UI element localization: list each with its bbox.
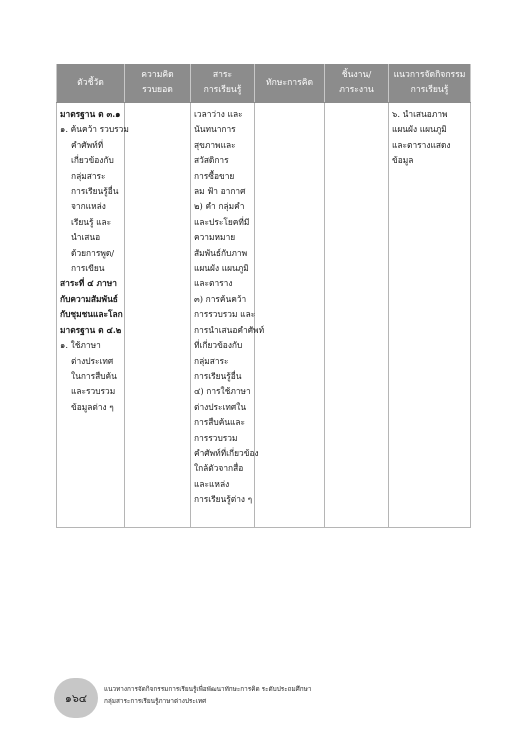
content-line: ใกล้ตัวจากสื่อ: [194, 463, 244, 474]
indicator-line: มาตรฐาน ต ๓.๑: [60, 109, 121, 119]
header-text: ตัวชี้วัด: [77, 77, 104, 88]
indicator-line: สาระที่ ๔ ภาษา: [60, 278, 117, 289]
header-text: ทักษะการคิด: [265, 77, 314, 88]
page-number-badge: [54, 678, 98, 718]
activity-line: แผนผัง แผนภูมิ: [392, 124, 447, 135]
concept-cell: [125, 103, 191, 528]
indicator-line: ข้อมูลต่าง ๆ: [71, 401, 114, 412]
header-text: สาระ: [212, 70, 233, 80]
content-line: และประโยคที่มี: [194, 216, 250, 227]
indicator-line: มาตรฐาน ต ๔.๒: [60, 324, 122, 335]
content-line: การซื้อขาย: [194, 170, 235, 181]
content-line: ๓) การค้นคว้า: [194, 293, 247, 304]
header-concept: [125, 64, 191, 103]
content-line: สุขภาพและ: [194, 139, 236, 150]
content-line: นันทนาการ: [194, 124, 236, 135]
activity-line: และตารางแสดง: [392, 139, 451, 150]
footer-text: [104, 683, 484, 707]
content-line: ลม ฟ้า อากาศ: [194, 186, 246, 197]
table-header-row: [57, 64, 471, 103]
activity-line: ข้อมูล: [392, 155, 414, 166]
header-text: รวบยอด: [142, 85, 173, 95]
content-line: ๔) การใช้ภาษา: [194, 386, 251, 397]
content-line: และตาราง: [194, 278, 233, 289]
tasks-cell: [325, 103, 389, 528]
page-number: ๑๖๔: [64, 692, 88, 705]
header-text: แนวการจัดกิจกรรม: [393, 70, 466, 80]
indicator-line: คำศัพท์ที่: [71, 139, 104, 150]
header-text: ภาระงาน: [339, 85, 374, 95]
table-row: [57, 103, 471, 528]
header-text: ชิ้นงาน/: [341, 70, 372, 80]
content-line: การสืบค้นและ: [194, 417, 246, 428]
content-line: ๒) คำ กลุ่มคำ: [194, 201, 245, 212]
indicator-line: ๑. ค้นคว้า รวบรวม: [60, 124, 129, 135]
content-line: เวลาว่าง และ: [194, 109, 243, 119]
content-line: สัมพันธ์กับภาพ: [194, 247, 248, 258]
footer-line-1: แนวทางการจัดกิจกรรมการเรียนรู้เพื่อพัฒนาทักษะการคิด ระดับประถมศึกษา: [104, 685, 312, 693]
content-line: การรวบรวม และ: [194, 309, 256, 320]
indicator-line: และรวบรวม: [71, 386, 116, 397]
content-line: สวัสดิการ: [194, 155, 229, 166]
indicator-line: การเขียน: [71, 263, 105, 274]
content-line: คำศัพท์ที่เกี่ยวข้อง: [194, 447, 259, 458]
content-line: การเรียนรู้อื่น: [194, 370, 242, 381]
indicator-line: การเรียนรู้อื่น: [71, 186, 119, 197]
indicator-line: ในการสืบค้น: [71, 370, 117, 381]
header-text: การเรียนรู้: [410, 85, 449, 95]
header-activities: [389, 64, 471, 103]
indicator-line: กับชุมชนและโลก: [60, 309, 123, 320]
indicator-line: กับความสัมพันธ์: [60, 293, 118, 304]
indicators-cell: [57, 103, 129, 528]
content-line: การเรียนรู้ต่าง ๆ: [194, 494, 253, 505]
header-indicators: [57, 64, 125, 103]
activities-cell: [389, 103, 471, 528]
indicator-line: นำเสนอ: [71, 232, 101, 243]
indicator-line: กลุ่มสาระ: [71, 170, 106, 181]
content-line: กลุ่มสาระ: [194, 355, 229, 366]
content-line: การรวบรวม: [194, 432, 238, 443]
indicator-line: เกี่ยวข้องกับ: [71, 155, 114, 166]
indicator-line: เรียนรู้ และ: [71, 216, 112, 227]
header-tasks: [325, 64, 389, 103]
content-line: ที่เกี่ยวข้องกับ: [194, 340, 243, 351]
header-text: การเรียนรู้: [203, 85, 242, 95]
content-line: และแหล่ง: [194, 478, 230, 489]
header-learning-content: [191, 64, 255, 103]
learning-content-cell: [191, 103, 265, 528]
content-line: ต่างประเทศใน: [194, 401, 247, 412]
header-text: ความคิด: [141, 70, 174, 80]
indicator-line: ต่างประเทศ: [71, 355, 114, 366]
content-line: การนำเสนอคำศัพท์: [194, 324, 265, 335]
indicator-line: จากแหล่ง: [71, 201, 106, 212]
content-line: แผนผัง แผนภูมิ: [194, 263, 249, 274]
curriculum-table: [56, 64, 471, 528]
indicator-line: ด้วยการพูด/: [71, 247, 115, 258]
thinking-skills-cell: [255, 103, 325, 528]
activity-line: ๖. นำเสนอภาพ: [392, 109, 448, 119]
header-thinking-skills: [255, 64, 325, 103]
footer-line-2: กลุ่มสาระการเรียนรู้ภาษาต่างประเทศ: [104, 697, 207, 705]
content-line: ความหมาย: [194, 232, 236, 243]
curriculum-table-container: [56, 64, 470, 528]
indicator-line: ๑. ใช้ภาษา: [60, 340, 101, 351]
